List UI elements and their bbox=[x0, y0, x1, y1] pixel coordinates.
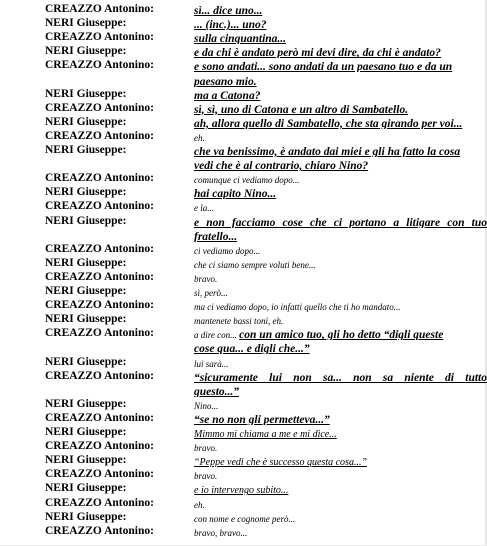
speaker-name: NERI Giuseppe: bbox=[45, 426, 127, 438]
speech-text bbox=[194, 59, 487, 72]
transcript-line bbox=[0, 327, 487, 340]
speaker-name: CREAZZO Antonino: bbox=[45, 242, 154, 255]
transcript-line bbox=[0, 215, 487, 228]
speaker-name: CREAZZO Antonino: bbox=[45, 59, 154, 72]
speaker-name: CREAZZO Antonino: bbox=[45, 200, 154, 213]
speaker-name: NERI Giuseppe: bbox=[45, 285, 127, 297]
speech-text bbox=[194, 243, 487, 256]
speech-fragment: e non facciamo cose che ci portano a litigare con tuo bbox=[194, 216, 487, 228]
speaker-name: NERI Giuseppe: bbox=[45, 355, 127, 368]
speech-fragment: fratello... bbox=[194, 230, 238, 242]
transcript-line bbox=[0, 511, 487, 524]
speaker-name: NERI Giuseppe: bbox=[45, 454, 127, 467]
speaker-name: NERI Giuseppe: bbox=[45, 510, 127, 523]
speech-fragment: sì... dice uno... bbox=[194, 5, 263, 16]
speech-fragment: sì, però... bbox=[194, 288, 228, 298]
speech-fragment: bravo. bbox=[194, 273, 218, 284]
speech-fragment: e la... bbox=[194, 203, 214, 214]
speech-text bbox=[194, 3, 487, 16]
speech-text bbox=[194, 454, 487, 467]
speech-fragment: mantenete bassi toni, eh. bbox=[194, 316, 284, 327]
speaker-name: NERI Giuseppe: bbox=[45, 313, 127, 326]
speech-text bbox=[194, 88, 487, 101]
speech-text bbox=[194, 74, 487, 87]
speech-text bbox=[194, 215, 487, 228]
speech-fragment: e da chi è andato però mi devi dire, da chi è andato? bbox=[194, 47, 441, 59]
speaker-name: CREAZZO Antonino: bbox=[45, 172, 154, 185]
speaker-name: CREAZZO Antonino: bbox=[45, 440, 154, 453]
speech-text bbox=[194, 313, 487, 326]
speech-text bbox=[194, 271, 487, 284]
transcript-line bbox=[0, 299, 487, 312]
speech-fragment: bravo, bravo... bbox=[194, 527, 248, 538]
speech-text bbox=[194, 229, 487, 242]
speech-fragment: ma a Catona? bbox=[194, 89, 261, 101]
speech-text bbox=[194, 116, 487, 129]
speech-text bbox=[194, 130, 487, 143]
speech-fragment: ... (inc.)... uno? bbox=[194, 19, 267, 31]
speech-fragment: lui sarà... bbox=[194, 358, 229, 369]
speech-fragment: Nino... bbox=[194, 400, 219, 411]
speaker-name: CREAZZO Antonino: bbox=[45, 3, 154, 15]
speech-fragment: sulla cinquantina... bbox=[194, 33, 287, 45]
speaker-name: NERI Giuseppe: bbox=[45, 87, 127, 100]
transcript-line bbox=[0, 158, 487, 171]
speaker-name: NERI Giuseppe: bbox=[45, 115, 127, 128]
transcript-line bbox=[0, 45, 487, 58]
speech-fragment: comunque ci vediamo dopo... bbox=[194, 175, 300, 186]
speaker-name: CREAZZO Antonino: bbox=[45, 496, 154, 509]
speech-text bbox=[194, 482, 487, 495]
speech-text bbox=[194, 102, 487, 115]
speech-fragment: con nome e cognome però... bbox=[194, 513, 296, 524]
speech-fragment: “sicuramente lui non sa... non sa niente di tutto bbox=[194, 371, 487, 383]
speech-fragment: paesano mio. bbox=[194, 75, 257, 87]
speech-text bbox=[194, 497, 487, 510]
speech-fragment: e io intervengo subito... bbox=[194, 485, 289, 496]
speaker-name: NERI Giuseppe: bbox=[45, 144, 127, 156]
transcript-line bbox=[0, 144, 487, 157]
speaker-name: NERI Giuseppe: bbox=[45, 17, 127, 30]
speaker-name: CREAZZO Antonino: bbox=[45, 327, 154, 340]
speech-text bbox=[194, 412, 487, 425]
speech-text bbox=[194, 525, 487, 538]
speech-fragment: ma ci vediamo dopo, io infatti quello che ti ho mandato... bbox=[194, 302, 401, 313]
transcript-line bbox=[0, 88, 487, 101]
speech-fragment: con un amico tuo, gli ho detto “digli queste bbox=[239, 329, 444, 341]
transcript-line bbox=[0, 59, 487, 72]
transcript-line bbox=[0, 130, 487, 143]
transcript-line bbox=[0, 341, 487, 354]
speaker-name: NERI Giuseppe: bbox=[45, 397, 127, 410]
transcript-line bbox=[0, 74, 487, 87]
transcript-line bbox=[0, 172, 487, 185]
speech-text bbox=[194, 511, 487, 524]
transcript-line bbox=[0, 243, 487, 256]
transcript-line bbox=[0, 497, 487, 510]
transcript-line bbox=[0, 116, 487, 129]
speech-fragment: hai capito Nino... bbox=[194, 188, 277, 200]
transcript-line bbox=[0, 257, 487, 270]
speaker-name: CREAZZO Antonino: bbox=[45, 524, 154, 537]
speaker-name: CREAZZO Antonino: bbox=[45, 369, 154, 382]
speech-fragment: “se no non gli permetteva...” bbox=[194, 413, 330, 425]
speech-fragment: e sono andati... sono andati da un paesano tuo e da un bbox=[194, 61, 453, 73]
speech-fragment: questo...” bbox=[194, 385, 240, 397]
speaker-name: CREAZZO Antonino: bbox=[45, 101, 154, 114]
transcript-line bbox=[0, 426, 487, 439]
speech-fragment: “Peppe vedi che è successo questa cosa...” bbox=[194, 457, 368, 468]
transcript-line bbox=[0, 271, 487, 284]
speech-text bbox=[194, 172, 487, 185]
transcript-line bbox=[0, 229, 487, 242]
speech-fragment: bravo. bbox=[194, 471, 218, 482]
speaker-name: NERI Giuseppe: bbox=[45, 482, 127, 495]
speaker-name: NERI Giuseppe: bbox=[45, 214, 127, 227]
speech-fragment: eh. bbox=[194, 499, 205, 510]
speech-text bbox=[194, 186, 487, 199]
transcript-line bbox=[0, 17, 487, 30]
speech-fragment: sì, sì, uno di Catona e un altro di Sambatello. bbox=[194, 103, 409, 115]
speech-text bbox=[194, 158, 487, 171]
transcript-line bbox=[0, 356, 487, 369]
speech-text bbox=[194, 341, 487, 354]
speech-fragment: a dire con... bbox=[194, 330, 240, 341]
speaker-name: CREAZZO Antonino: bbox=[45, 299, 154, 312]
speech-text bbox=[194, 144, 487, 157]
speech-text bbox=[194, 370, 487, 383]
speech-text bbox=[194, 398, 487, 411]
speaker-name: NERI Giuseppe: bbox=[45, 256, 127, 269]
transcript-line bbox=[0, 31, 487, 44]
speaker-name: CREAZZO Antonino: bbox=[45, 31, 154, 44]
transcript-line bbox=[0, 3, 487, 16]
speech-text bbox=[194, 384, 487, 397]
speech-text bbox=[194, 285, 487, 298]
speech-fragment: Mimmo mi chiama a me e mi dice... bbox=[194, 429, 337, 439]
speech-text bbox=[194, 327, 487, 340]
speaker-name: CREAZZO Antonino: bbox=[45, 129, 154, 142]
transcript-line bbox=[0, 200, 487, 213]
speech-text bbox=[194, 45, 487, 58]
speaker-name: CREAZZO Antonino: bbox=[45, 411, 154, 424]
transcript-line bbox=[0, 102, 487, 115]
transcript-line bbox=[0, 482, 487, 495]
speech-text bbox=[194, 356, 487, 369]
transcript-line bbox=[0, 313, 487, 326]
speech-text bbox=[194, 17, 487, 30]
speech-text bbox=[194, 299, 487, 312]
speech-fragment: cose qua... e digli che...” bbox=[194, 343, 310, 355]
speaker-name: CREAZZO Antonino: bbox=[45, 468, 154, 481]
transcript-line bbox=[0, 412, 487, 425]
speech-fragment: bravo. bbox=[194, 443, 218, 454]
transcript-line bbox=[0, 454, 487, 467]
speaker-name: CREAZZO Antonino: bbox=[45, 270, 154, 283]
speech-fragment: che va benissimo, è andato dai miei e gli ha fatto la cosa bbox=[194, 146, 461, 157]
speech-text bbox=[194, 468, 487, 481]
transcript-line bbox=[0, 285, 487, 298]
transcript-line bbox=[0, 370, 487, 383]
speech-fragment: ci vediamo dopo... bbox=[194, 245, 261, 256]
speech-text bbox=[194, 426, 487, 439]
speech-text bbox=[194, 200, 487, 213]
speech-text bbox=[194, 440, 487, 453]
speaker-name: NERI Giuseppe: bbox=[45, 186, 127, 199]
transcript-line bbox=[0, 186, 487, 199]
transcript-line bbox=[0, 398, 487, 411]
speech-text bbox=[194, 257, 487, 270]
speech-fragment: eh. bbox=[194, 132, 205, 143]
speech-text bbox=[194, 31, 487, 44]
transcript-line bbox=[0, 384, 487, 397]
transcript-line bbox=[0, 440, 487, 453]
speech-fragment: ah, allora quello di Sambatello, che sta girando per voi... bbox=[194, 117, 463, 129]
speaker-name: NERI Giuseppe: bbox=[45, 45, 127, 58]
speech-fragment: che ci siamo sempre voluti bene... bbox=[194, 259, 316, 270]
transcript-line bbox=[0, 525, 487, 538]
transcript-line bbox=[0, 468, 487, 481]
speech-fragment: vedi che è al contrario, chiaro Nino? bbox=[194, 160, 369, 172]
